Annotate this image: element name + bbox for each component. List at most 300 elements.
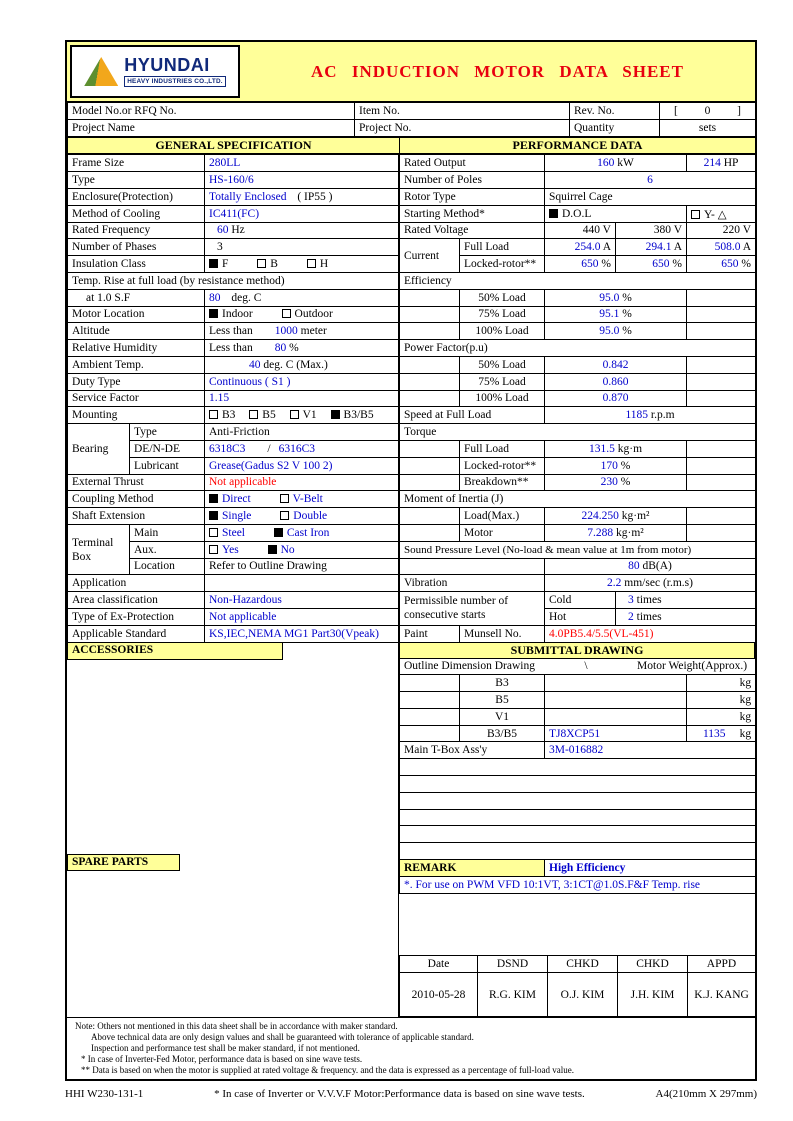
torque-unit: % <box>620 459 631 472</box>
signature-table <box>399 955 756 1017</box>
kw-unit: kW <box>617 157 634 170</box>
application-label: Application <box>68 575 205 592</box>
spacer-cell <box>400 675 460 692</box>
spacer-cell <box>687 440 756 457</box>
application-value <box>205 575 400 592</box>
current-unit: A <box>742 241 752 254</box>
eff-value: 95.1 <box>599 308 620 321</box>
speed-label: Speed at Full Load <box>400 407 545 424</box>
mount-b5-label: B5 <box>460 692 545 709</box>
weight-unit: kg <box>739 677 752 690</box>
motor-datasheet <box>65 40 757 1081</box>
starts-number: 2 <box>628 610 634 623</box>
option-label: Indoor <box>222 308 253 321</box>
spacer-cell <box>687 508 756 525</box>
column-divider <box>398 154 399 1017</box>
option-label: Direct <box>222 493 251 506</box>
temp-rise-label: Temp. Rise at full load (by resistance method) <box>68 272 400 289</box>
bearing-lubricant-value: Grease(Gadus S2 V 100 2) <box>205 457 400 474</box>
mount-b3b5-label: B3/B5 <box>460 725 545 742</box>
starts-unit: times <box>636 610 662 623</box>
coupling-label: Coupling Method <box>68 491 205 508</box>
option-outdoor <box>282 308 333 320</box>
service-factor-label: Service Factor <box>68 390 205 407</box>
checkbox-icon <box>209 259 218 268</box>
main-columns <box>67 154 755 1017</box>
bearing-de-number: 6318C3 <box>209 442 246 455</box>
spacer-cell <box>687 390 756 407</box>
option-label: No <box>280 543 295 556</box>
bearing-label: Bearing <box>68 424 130 474</box>
option-b3b5 <box>331 409 374 421</box>
spacer-cell <box>687 323 756 340</box>
inertia-value: 7.288 <box>587 526 614 539</box>
mounting-label: Mounting <box>68 407 205 424</box>
bearing-type-label: Type <box>130 424 205 441</box>
eff-unit: % <box>622 325 632 338</box>
hyundai-triangle-icon <box>84 57 118 86</box>
ambient-unit: deg. C (Max.) <box>263 358 328 371</box>
model-no-label: Model No.or RFQ No. <box>68 103 355 120</box>
torque-unit: kg·m <box>617 442 643 455</box>
checkbox-icon <box>257 259 266 268</box>
sig-header-chkd2: CHKD <box>618 956 688 973</box>
munsell-label: Munsell No. <box>460 625 545 642</box>
project-no-label: Project No. <box>355 119 570 136</box>
checkbox-icon <box>282 309 291 318</box>
rev-value: 0 <box>704 104 711 117</box>
submittal-drawing-header: SUBMITTAL DRAWING <box>399 642 755 659</box>
sound-unit: dB(A) <box>642 560 672 573</box>
spacer-cell <box>400 558 545 575</box>
spacer-cell <box>400 306 460 323</box>
starts-cold-label: Cold <box>545 592 616 609</box>
bearing-de-sep: / <box>267 442 271 455</box>
enclosure-label: Enclosure(Protection) <box>68 188 205 205</box>
option-direct <box>209 493 251 505</box>
performance-data-column <box>399 154 755 1017</box>
rated-voltage-label: Rated Voltage <box>400 222 545 239</box>
backslash-separator: \ <box>584 660 588 673</box>
bearing-de-value <box>205 440 400 457</box>
spacer-cell <box>687 356 756 373</box>
checkbox-icon <box>274 528 283 537</box>
pf-75-value: 0.860 <box>545 373 687 390</box>
option-v1 <box>290 409 317 421</box>
section-headers <box>67 137 756 155</box>
voltage-380: 380 V <box>616 222 687 239</box>
submittal-drawing-table <box>399 658 756 894</box>
info-table <box>67 102 756 137</box>
spacer-cell <box>687 474 756 491</box>
remark-value: High Efficiency <box>545 860 756 877</box>
inertia-motor-value <box>545 524 687 541</box>
locked-rotor-220 <box>687 256 756 273</box>
spacer-cell <box>400 356 460 373</box>
rev-no-label: Rev. No. <box>570 103 660 120</box>
option-label: B5 <box>262 409 276 422</box>
rated-output-hp <box>687 155 756 172</box>
phases-value <box>205 239 400 256</box>
torque-breakdown-value <box>545 474 687 491</box>
spacer-cell <box>687 289 756 306</box>
poles-value: 6 <box>545 172 756 189</box>
eff-50-value <box>545 289 687 306</box>
vibration-number: 2.2 <box>607 577 622 590</box>
hp-unit: HP <box>723 157 739 170</box>
checkbox-icon <box>209 494 218 503</box>
inertia-value: 224.250 <box>581 510 619 523</box>
option-label: D.O.L <box>562 207 592 220</box>
quantity-value: sets <box>660 119 756 136</box>
drawing-b3 <box>545 675 687 692</box>
motor-weight-label: Motor Weight(Approx.) <box>637 660 748 673</box>
checkbox-icon <box>209 528 218 537</box>
poles-label: Number of Poles <box>400 172 545 189</box>
starts-unit: times <box>636 594 662 606</box>
remark-note: *. For use on PWM VFD 10:1VT, 3:1CT@1.0S.F&F Temp. rise <box>400 876 756 893</box>
motor-location-label: Motor Location <box>68 306 205 323</box>
terminal-main-label: Main <box>130 524 205 541</box>
option-label: V-Belt <box>292 493 323 506</box>
option-single <box>209 510 251 522</box>
phases-number: 3 <box>217 241 223 254</box>
ex-protection-value: Not applicable <box>205 608 400 625</box>
option-dol <box>545 205 687 222</box>
efficiency-label: Efficiency <box>400 272 756 289</box>
outline-drawing-label: Outline Dimension Drawing <box>404 660 535 673</box>
bearing-nde-number: 6316C3 <box>278 442 316 455</box>
locked-value: 650 <box>721 258 739 271</box>
altitude-number: 1000 <box>274 325 298 338</box>
spacer-cell <box>400 725 460 742</box>
sig-header-date: Date <box>400 956 478 973</box>
spacer-cell <box>400 524 460 541</box>
checkbox-icon <box>307 259 316 268</box>
checkbox-icon <box>549 209 558 218</box>
munsell-value: 4.0PB5.4/5.5(VL-451) <box>545 625 756 642</box>
blank-row <box>400 792 756 809</box>
option-label: Y- <box>704 208 715 221</box>
option-insulation-b <box>257 258 278 270</box>
page-title: AC INDUCTION MOTOR DATA SHEET <box>311 61 684 81</box>
bracket-open: [ <box>674 104 678 117</box>
eff-50-label: 50% Load <box>460 289 545 306</box>
option-label: H <box>319 258 329 271</box>
torque-value: 230 <box>600 476 618 489</box>
vibration-value <box>545 575 756 592</box>
checkbox-icon <box>268 545 277 554</box>
eff-value: 95.0 <box>599 325 620 338</box>
thrust-value: Not applicable <box>205 474 400 491</box>
project-name-label: Project Name <box>68 119 355 136</box>
bearing-lubricant-label: Lubricant <box>130 457 205 474</box>
current-440 <box>545 239 616 256</box>
note-line: ** Data is based on when the motor is supplied at rated voltage & frequency. and the data is expressed as a percentage of full-load value. <box>81 1065 574 1076</box>
checkbox-icon <box>331 410 340 419</box>
torque-locked-label: Locked-rotor** <box>460 457 545 474</box>
general-specification-table <box>67 154 400 642</box>
tbox-label: Main T-Box Ass'y <box>400 742 545 759</box>
spacer-cell <box>400 289 460 306</box>
rev-no-value <box>660 103 756 120</box>
note-line: Above technical data are only design values and shall be guaranteed with tolerance of applicable standard. <box>91 1032 474 1043</box>
spacer-cell <box>400 508 460 525</box>
delta-icon: △ <box>717 208 727 221</box>
humidity-prefix: Less than <box>209 342 253 355</box>
paper-size: A4(210mm X 297mm) <box>655 1088 757 1100</box>
tbox-value: 3M-016882 <box>545 742 756 759</box>
altitude-unit: meter <box>300 325 327 338</box>
option-label: Double <box>293 510 328 523</box>
vibration-unit: mm/sec (r.m.s) <box>624 577 693 590</box>
bracket-close: ] <box>737 104 741 117</box>
logo-subtitle: HEAVY INDUSTRIES CO.,LTD. <box>124 76 226 87</box>
paint-label: Paint <box>400 625 460 642</box>
locked-rotor-label: Locked-rotor** <box>460 256 545 273</box>
frequency-label: Rated Frequency <box>68 222 205 239</box>
frame-size-value: 280LL <box>205 155 400 172</box>
option-label: B3/B5 <box>343 409 374 422</box>
drawing-b3b5: TJ8XCP51 <box>545 725 687 742</box>
weight-b5 <box>687 692 756 709</box>
performance-data-table <box>399 154 756 642</box>
spacer-cell <box>400 440 460 457</box>
checkbox-icon <box>280 494 289 503</box>
spacer-cell <box>687 373 756 390</box>
eff-unit: % <box>622 291 632 304</box>
logo-brand: HYUNDAI <box>124 55 210 75</box>
spacer-cell <box>400 390 460 407</box>
altitude-prefix: Less than <box>209 325 253 338</box>
option-label: B <box>270 258 278 271</box>
starting-method-label: Starting Method* <box>400 205 545 222</box>
terminal-main-options <box>205 524 400 541</box>
sf-unit: deg. C <box>231 291 262 304</box>
shaft-options <box>205 508 400 525</box>
phases-label: Number of Phases <box>68 239 205 256</box>
thrust-label: External Thrust <box>68 474 205 491</box>
pf-50-value: 0.842 <box>545 356 687 373</box>
eff-75-value <box>545 306 687 323</box>
locked-unit: % <box>741 258 752 271</box>
eff-100-label: 100% Load <box>460 323 545 340</box>
item-no-label: Item No. <box>355 103 570 120</box>
cooling-value: IC411(FC) <box>205 205 400 222</box>
terminal-aux-options <box>205 541 400 558</box>
starts-label: Permissible number of consecutive starts <box>400 592 545 626</box>
ex-protection-label: Type of Ex-Protection <box>68 608 205 625</box>
locked-rotor-440 <box>545 256 616 273</box>
weight-unit: kg <box>739 727 752 740</box>
accessories-header: ACCESSORIES <box>67 643 283 660</box>
spacer-cell <box>687 457 756 474</box>
submittal-column-titles <box>400 658 756 675</box>
pf-100-value: 0.870 <box>545 390 687 407</box>
note-line: Note: Others not mentioned in this data sheet shall be in accordance with maker standard. <box>75 1021 398 1032</box>
checkbox-icon <box>209 410 218 419</box>
option-insulation-f <box>209 258 228 270</box>
inertia-unit: kg·m² <box>616 526 644 539</box>
general-specification-header: GENERAL SPECIFICATION <box>68 137 400 154</box>
torque-value: 170 <box>600 459 618 472</box>
inertia-motor-label: Motor <box>460 524 545 541</box>
sound-label: Sound Pressure Level (No-load & mean value at 1m from motor) <box>400 541 756 558</box>
altitude-label: Altitude <box>68 323 205 340</box>
type-value: HS-160/6 <box>205 172 400 189</box>
terminal-aux-label: Aux. <box>130 541 205 558</box>
locked-rotor-380 <box>616 256 687 273</box>
ambient-number: 40 <box>249 358 261 371</box>
form-number: HHI W230-131-1 <box>65 1088 144 1100</box>
blank-row <box>400 843 756 860</box>
enclosure-ip: ( IP55 ) <box>297 190 333 203</box>
starts-number: 3 <box>628 594 634 606</box>
general-specification-column <box>67 154 399 1017</box>
sound-number: 80 <box>628 560 640 573</box>
sf-number: 80 <box>209 291 221 304</box>
kw-value: 160 <box>597 157 615 170</box>
torque-label: Torque <box>400 424 756 441</box>
option-label: Steel <box>222 526 245 539</box>
spacer-cell <box>400 474 460 491</box>
rated-output-label: Rated Output <box>400 155 545 172</box>
sf-label: at 1.0 S.F <box>68 289 205 306</box>
bearing-type-value: Anti-Friction <box>205 424 400 441</box>
speed-unit: r.p.m <box>650 409 675 422</box>
spacer-cell <box>400 692 460 709</box>
altitude-value <box>205 323 400 340</box>
sig-header-dsnd: DSND <box>478 956 548 973</box>
torque-unit: % <box>620 476 631 489</box>
notes-section <box>67 1017 755 1079</box>
logo-text <box>124 56 226 87</box>
ambient-label: Ambient Temp. <box>68 356 205 373</box>
option-cast-iron <box>274 527 329 539</box>
current-unit: A <box>673 241 683 254</box>
footer-note: * In case of Inverter or V.V.V.F Motor:Performance data is based on sine wave tests. <box>214 1088 585 1100</box>
locked-unit: % <box>672 258 683 271</box>
checkbox-icon <box>209 309 218 318</box>
spacer-cell <box>687 524 756 541</box>
option-indoor <box>209 308 253 320</box>
drawing-v1 <box>545 708 687 725</box>
option-label: Single <box>222 510 252 523</box>
rotor-type-label: Rotor Type <box>400 188 545 205</box>
speed-number: 1185 <box>625 409 649 422</box>
terminal-location-label: Location <box>130 558 205 575</box>
eff-75-label: 75% Load <box>460 306 545 323</box>
option-no <box>268 544 295 556</box>
rated-output-kw <box>545 155 687 172</box>
sig-date: 2010-05-28 <box>400 973 478 1017</box>
checkbox-icon <box>290 410 299 419</box>
drawing-b5 <box>545 692 687 709</box>
option-vbelt <box>280 493 323 505</box>
type-label: Type <box>68 172 205 189</box>
quantity-label: Quantity <box>570 119 660 136</box>
voltage-440: 440 V <box>545 222 616 239</box>
rotor-type-value: Squirrel Cage <box>545 188 756 205</box>
starts-hot-label: Hot <box>545 608 616 625</box>
weight-b3b5 <box>687 725 756 742</box>
spacer-cell <box>400 708 460 725</box>
spacer-cell <box>400 323 460 340</box>
spacer-cell <box>687 306 756 323</box>
ambient-value <box>205 356 400 373</box>
starts-cold-value <box>616 592 756 609</box>
checkbox-icon <box>691 210 700 219</box>
sig-chkd1: O.J. KIM <box>548 973 618 1017</box>
weight-v1 <box>687 708 756 725</box>
humidity-number: 80 <box>274 342 287 355</box>
current-380 <box>616 239 687 256</box>
inertia-load-value <box>545 508 687 525</box>
pf-100-label: 100% Load <box>460 390 545 407</box>
blank-row <box>400 759 756 776</box>
torque-full-load-label: Full Load <box>460 440 545 457</box>
torque-locked-value <box>545 457 687 474</box>
insulation-label: Insulation Class <box>68 256 205 273</box>
area-value: Non-Hazardous <box>205 592 400 609</box>
eff-100-value <box>545 323 687 340</box>
mount-v1-label: V1 <box>460 708 545 725</box>
note-line: * In case of Inverter-Fed Motor, performance data is based on sine wave tests. <box>81 1054 363 1065</box>
mounting-options <box>205 407 400 424</box>
sheet-header <box>67 42 755 102</box>
checkbox-icon <box>209 511 218 520</box>
sound-value <box>545 558 756 575</box>
blank-row <box>400 809 756 826</box>
option-b5 <box>249 409 275 421</box>
humidity-value <box>205 340 400 357</box>
current-value: 508.0 <box>714 241 741 254</box>
performance-data-header: PERFORMANCE DATA <box>400 137 756 154</box>
current-value: 254.0 <box>574 241 601 254</box>
cooling-label: Method of Cooling <box>68 205 205 222</box>
option-insulation-h <box>307 258 328 270</box>
voltage-220: 220 V <box>687 222 756 239</box>
current-full-load-label: Full Load <box>460 239 545 256</box>
starts-hot-value <box>616 608 756 625</box>
eff-value: 95.0 <box>599 291 620 304</box>
terminal-location-value: Refer to Outline Drawing <box>205 558 400 575</box>
page-footer <box>65 1088 757 1100</box>
option-star-delta <box>687 205 756 222</box>
locked-value: 650 <box>581 258 599 271</box>
duty-type-value: Continuous ( S1 ) <box>205 373 400 390</box>
checkbox-icon <box>209 545 218 554</box>
enclosure-value <box>205 188 400 205</box>
weight-value: 1135 <box>702 727 726 740</box>
spacer-cell <box>400 457 460 474</box>
option-label: F <box>222 258 229 271</box>
option-double <box>280 510 327 522</box>
motor-location-options <box>205 306 400 323</box>
weight-unit: kg <box>739 710 752 723</box>
mount-b3-label: B3 <box>460 675 545 692</box>
option-label: Outdoor <box>294 308 333 321</box>
option-steel <box>209 527 245 539</box>
shaft-label: Shaft Extension <box>68 508 205 525</box>
coupling-options <box>205 491 400 508</box>
pf-75-label: 75% Load <box>460 373 545 390</box>
current-unit: A <box>602 241 611 254</box>
standard-label: Applicable Standard <box>68 625 205 642</box>
sig-appd: K.J. KANG <box>688 973 756 1017</box>
torque-value: 131.5 <box>588 442 615 455</box>
inertia-unit: kg·m² <box>621 510 650 523</box>
